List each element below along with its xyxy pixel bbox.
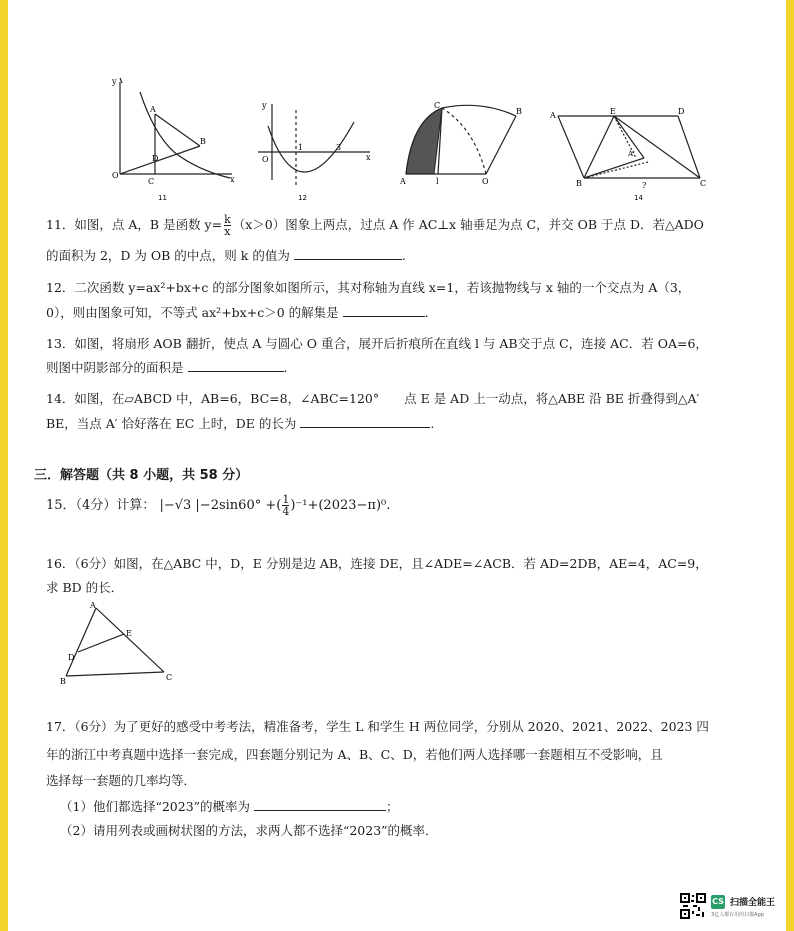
fig12-label-x: x <box>366 153 371 162</box>
fig11-label-y: y <box>112 77 117 86</box>
q17-answer-blank[interactable] <box>254 798 386 811</box>
q12-answer-blank[interactable] <box>343 304 425 317</box>
camscanner-logo: CS <box>711 895 725 909</box>
fig12-label-o: O <box>262 155 269 164</box>
q11-answer-blank[interactable] <box>294 247 402 260</box>
q14-text-b: BE，当点 A′ 恰好落在 EC 上时，DE 的长为 <box>46 416 297 431</box>
q15-expr: |−√3 |−2sin60° +( <box>159 498 282 513</box>
figure-12 <box>252 96 382 206</box>
q12-text-a: 12．二次函数 y=ax²+bx+c 的部分图象如图所示，其对称轴为直线 x=1，若该抛物线与 x 轴的一个交点为 A（3， <box>46 280 691 295</box>
fig11-label-d: D <box>152 154 159 163</box>
q14-answer-blank[interactable] <box>300 415 430 428</box>
q13-line2-end: . <box>283 360 288 375</box>
fig13-label-a: A <box>400 177 406 186</box>
fig11-label-b: B <box>200 137 206 146</box>
figure-16 <box>56 600 186 686</box>
fig12-label-1: 1 <box>298 143 304 152</box>
camscanner-tagline: 3亿人都在用的扫描App <box>711 912 764 918</box>
fig11-label-a: A <box>150 105 156 114</box>
q16-line1 <box>46 555 708 573</box>
fig16-label-a: A <box>90 601 96 610</box>
q15-label: 15．（4分）计算： <box>46 498 156 513</box>
q17-text-c: 选择每一套题的几率均等． <box>46 773 197 788</box>
q11-text-b: （x＞0）图象上两点，过点 A 作 AC⊥x 轴垂足为点 C，并交 OB 于点 D．若△ADO <box>232 217 704 232</box>
fig14-label-aprime: A' <box>628 150 635 158</box>
q15-frac-den: 4 <box>282 505 290 518</box>
fig14-caption: 14 <box>634 194 643 202</box>
fig11-caption: 11 <box>158 194 167 202</box>
q11-frac-den: x <box>224 225 231 238</box>
fig14-label-b: B <box>576 179 582 188</box>
fig14-label-e: E <box>610 107 616 116</box>
q13-text-a: 13．如图，将扇形 AOB 翻折，使点 A 与圆心 O 重合，展开后折痕所在直线 l 与 AB交于点 C，连接 AC．若 OA=6， <box>46 336 708 351</box>
q17-line2 <box>46 746 663 764</box>
fig16-label-b: B <box>60 677 66 686</box>
q17-part1-end: ； <box>386 799 399 814</box>
q15-line <box>46 494 390 517</box>
q14-text-a: 14．如图，在▱ABCD 中，AB=6，BC=8，∠ABC=120° 点 E 是 AD 上一动点，将△ABE 沿 BE 折叠得到△A′ <box>46 391 700 406</box>
q17-text-a: 17．（6分）为了更好的感受中考考法，精准备考，学生 L 和学生 H 两位同学，分别从 2020、2021、2022、2023 四 <box>46 719 709 734</box>
q11-text-a: 11．如图，点 A，B 是函数 y= <box>46 217 223 232</box>
q15-frac-num: 1 <box>282 493 290 506</box>
fig14-label-a: A <box>550 111 556 120</box>
fig16-label-c: C <box>166 673 173 682</box>
fig13-label-l: l <box>436 177 439 186</box>
q13-line1 <box>46 335 708 353</box>
q11-line1 <box>46 214 704 237</box>
q15-expr2: )⁻¹+(2023−π)⁰. <box>290 498 391 513</box>
q16-text-a: 16．（6分）如图，在△ABC 中，D，E 分别是边 AB，连接 DE，且∠ADE=∠ACB．若 AD=2DB，AE=4，AC=9， <box>46 556 708 571</box>
fig11-label-c: C <box>148 177 155 186</box>
section-3-heading: 三．解答题（共 8 小题，共 58 分） <box>34 468 249 483</box>
q17-part1 <box>60 798 399 816</box>
q14-line2 <box>46 415 434 433</box>
q17-line1 <box>46 718 709 736</box>
fig14-label-q: ? <box>642 181 647 190</box>
q13-line2 <box>46 359 287 377</box>
q12-line2-end: . <box>424 305 429 320</box>
q11-line2 <box>46 247 406 265</box>
fig11-label-o: O <box>112 171 119 180</box>
q12-text-b: 0），则由图象可知，不等式 ax²+bx+c＞0 的解集是 <box>46 305 339 320</box>
fig14-label-d: D <box>678 107 685 116</box>
camscanner-name: 扫描全能王 <box>730 898 776 908</box>
fig16-label-d: D <box>68 653 75 662</box>
fig12-caption: 12 <box>298 194 307 202</box>
scan-border-right <box>786 0 794 931</box>
q12-line2 <box>46 304 429 322</box>
q14-line2-end: . <box>430 416 435 431</box>
q11-text-c: 的面积为 2，D 为 OB 的中点，则 k 的值为 <box>46 248 290 263</box>
fig11-label-x: x <box>230 175 235 184</box>
fig13-label-c: C <box>434 101 441 110</box>
figure-11 <box>82 74 242 204</box>
q11-line2-end: . <box>401 248 406 263</box>
q17-line3 <box>46 772 196 790</box>
q12-line1 <box>46 279 690 297</box>
q16-text-b: 求 BD 的长． <box>46 580 124 595</box>
fig14-label-c: C <box>700 179 707 188</box>
fig13-label-b: B <box>516 107 522 116</box>
q17-part1-text: （1）他们都选择“2023”的概率为 <box>60 799 251 814</box>
q16-line2 <box>46 579 123 597</box>
qr-code-icon <box>680 893 706 919</box>
figure-13 <box>396 98 536 188</box>
fig12-label-y: y <box>262 101 267 110</box>
q17-text-b: 年的浙江中考真题中选择一套完成，四套题分别记为 A、B、C、D，若他们两人选择哪一套题相互不受影响，且 <box>46 747 663 762</box>
fig12-label-3: 3 <box>336 143 342 152</box>
fig13-label-o: O <box>482 177 489 186</box>
scan-border-left <box>0 0 8 931</box>
q13-answer-blank[interactable] <box>188 359 284 372</box>
q11-frac-num: k <box>224 213 231 226</box>
q13-text-b: 则图中阴影部分的面积是 <box>46 360 184 375</box>
q14-line1 <box>46 390 699 408</box>
q17-part2 <box>60 822 438 840</box>
fig16-label-e: E <box>126 629 132 638</box>
figure-14 <box>548 106 718 202</box>
q17-part2-text: （2）请用列表或画树状图的方法，求两人都不选择“2023”的概率． <box>60 823 438 838</box>
